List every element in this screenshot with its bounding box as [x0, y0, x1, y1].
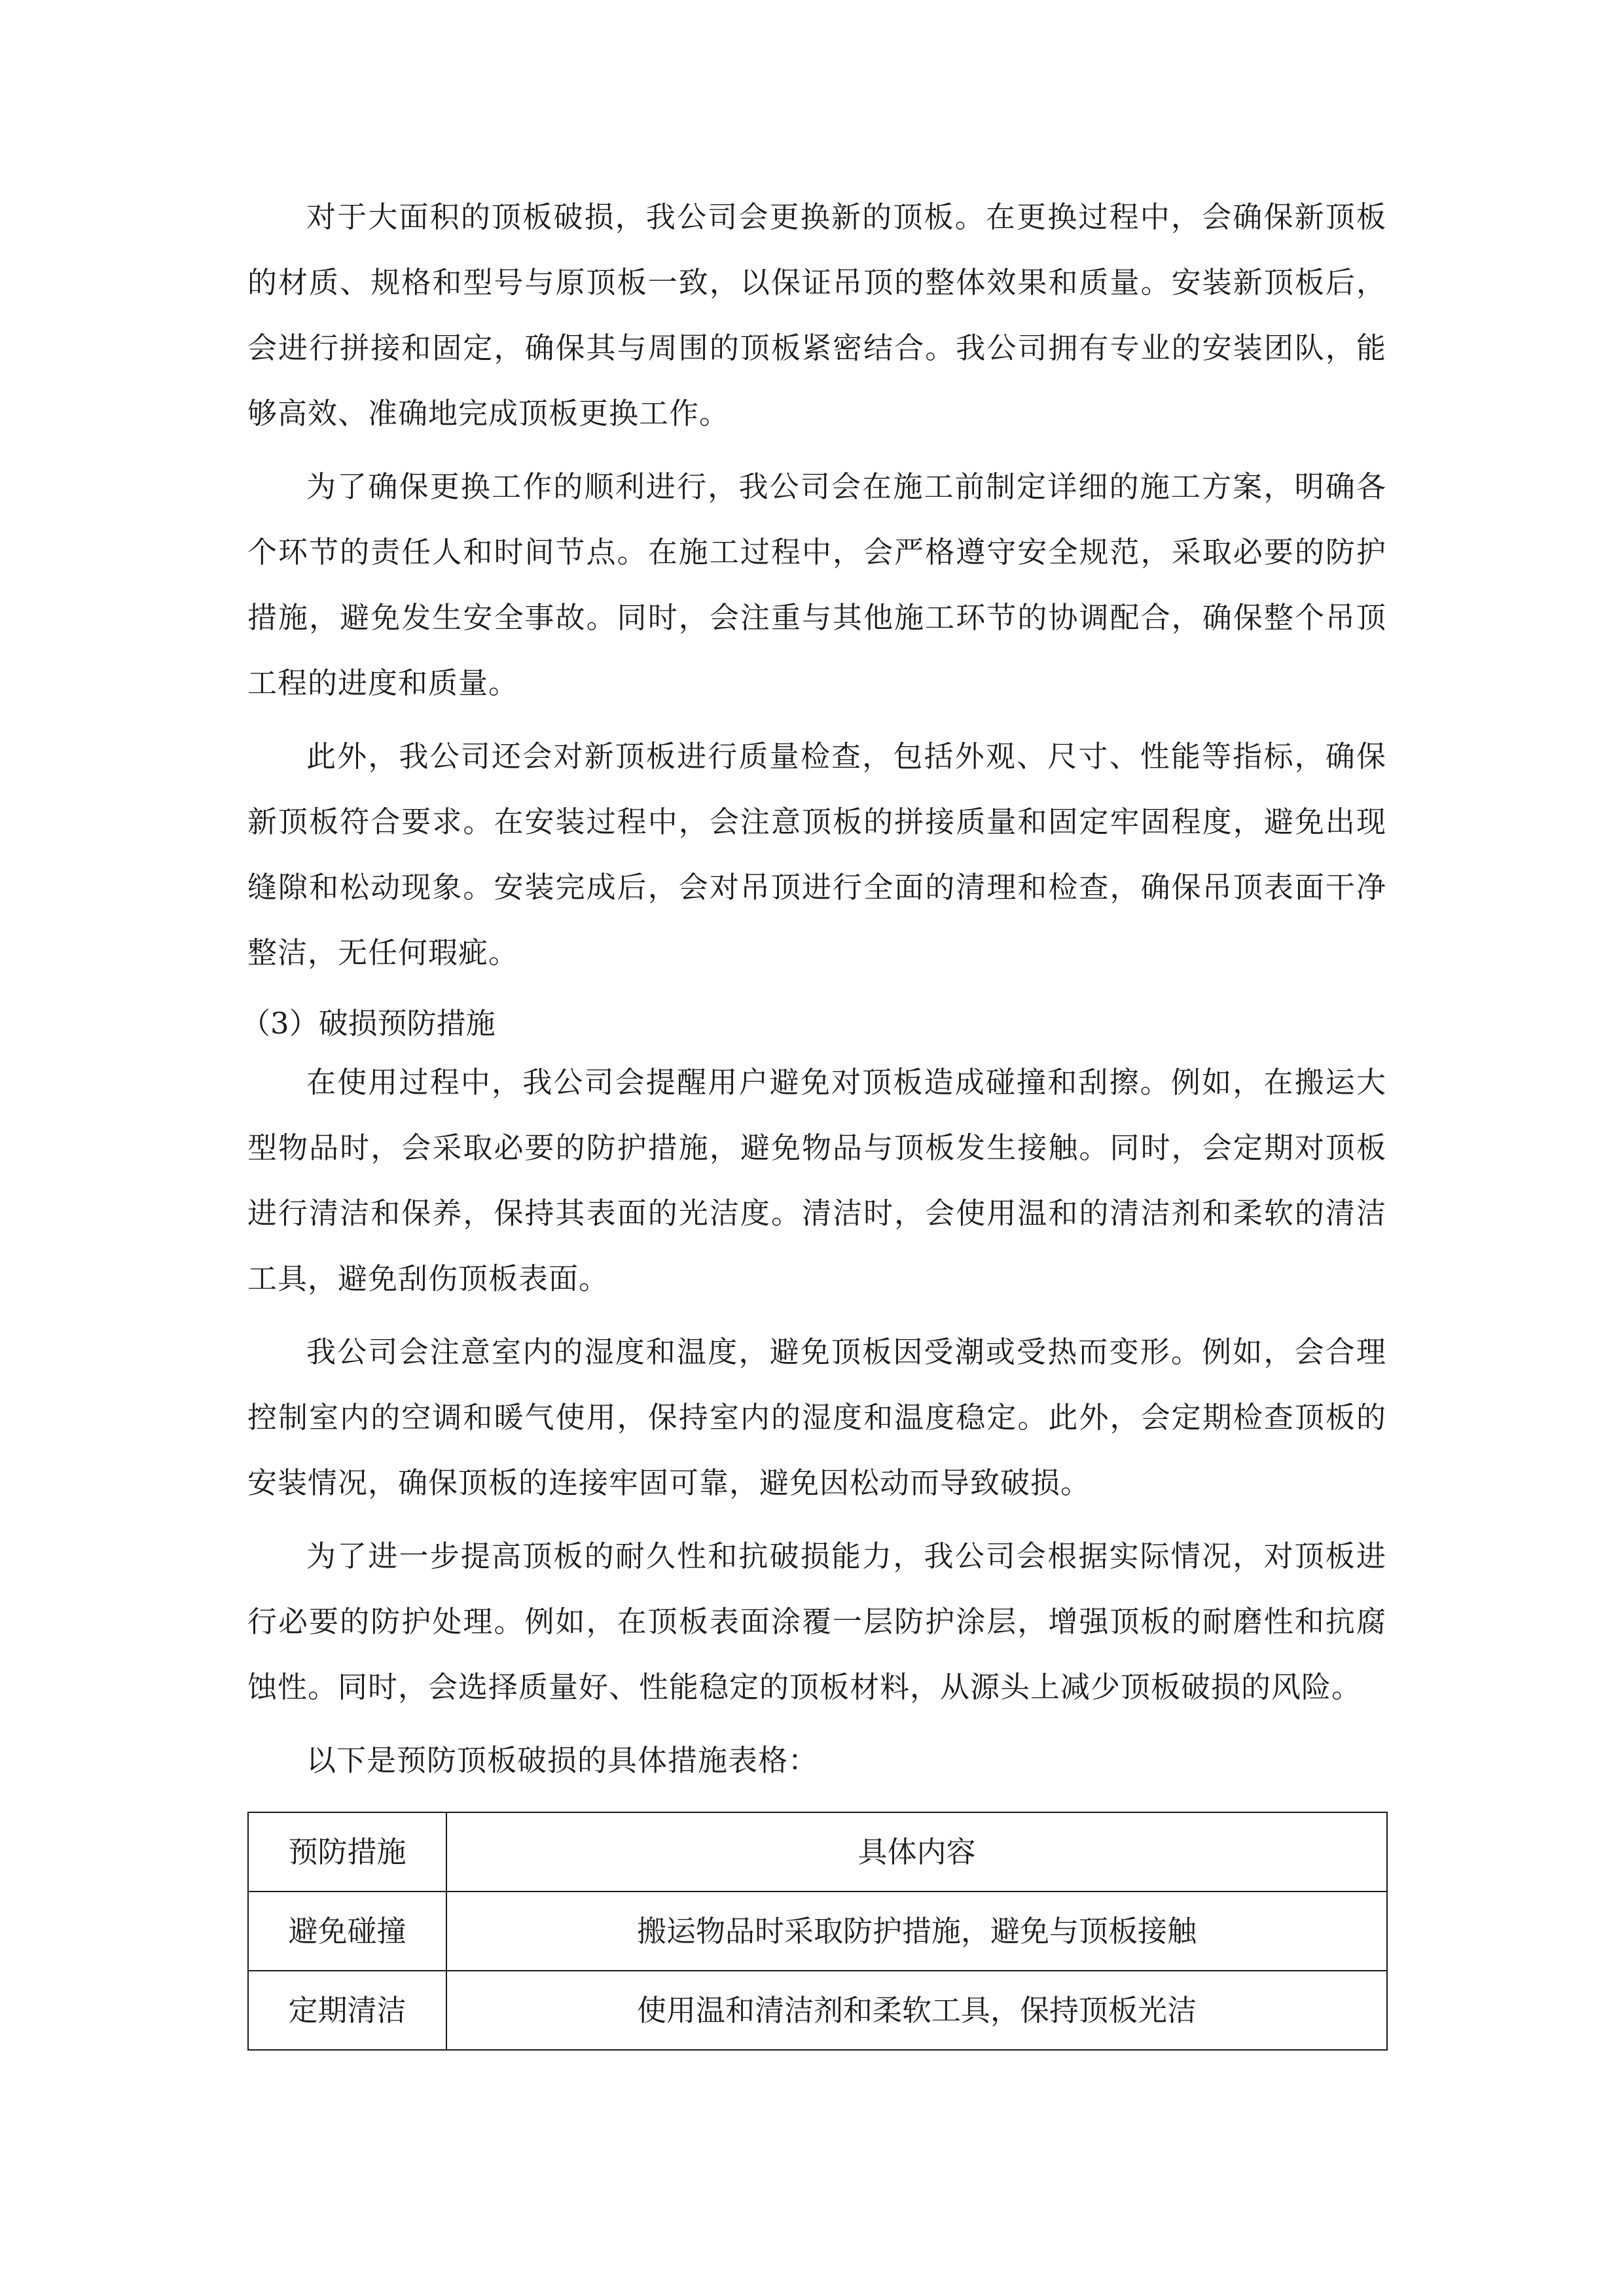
- table-cell-content: 使用温和清洁剂和柔软工具，保持顶板光洁: [446, 1971, 1387, 2050]
- paragraph-construction-plan: 为了确保更换工作的顺利进行，我公司会在施工前制定详细的施工方案，明确各个环节的责任人和时间节点。在施工过程中，会严格遵守安全规范，采取必要的防护措施，避免发生安全事故。同时，会注重与其他施工环节的协调配合，确保整个吊顶工程的进度和质量。: [247, 469, 1386, 700]
- prevention-measures-table: [247, 1812, 1388, 2051]
- table-intro: 以下是预防顶板破损的具体措施表格：: [306, 1743, 819, 1778]
- table-cell-content: 搬运物品时采取防护措施，避免与顶板接触: [446, 1892, 1387, 1971]
- paragraph-quality-check: 此外，我公司还会对新顶板进行质量检查，包括外观、尺寸、性能等指标，确保新顶板符合要求。在安装过程中，会注意顶板的拼接质量和固定牢固程度，避免出现缝隙和松动现象。安装完成后，会对吊顶进行全面的清理和检查，确保吊顶表面干净整洁，无任何瑕疵。: [247, 739, 1386, 970]
- table-cell-measure: 避免碰撞: [248, 1892, 446, 1971]
- table-row: [248, 1971, 1387, 2050]
- paragraph-replacement: 对于大面积的顶板破损，我公司会更换新的顶板。在更换过程中，会确保新顶板的材质、规格和型号与原顶板一致，以保证吊顶的整体效果和质量。安装新顶板后，会进行拼接和固定，确保其与周围的顶板紧密结合。我公司拥有专业的安装团队，能够高效、准确地完成顶板更换工作。: [247, 200, 1386, 431]
- paragraph-avoid-collision: 在使用过程中，我公司会提醒用户避免对顶板造成碰撞和刮擦。例如，在搬运大型物品时，会采取必要的防护措施，避免物品与顶板发生接触。同时，会定期对顶板进行清洁和保养，保持其表面的光洁度。清洁时，会使用温和的清洁剂和柔软的清洁工具，避免刮伤顶板表面。: [247, 1065, 1386, 1296]
- page-content: [241, 185, 1386, 2051]
- paragraph-protective-treatment: 为了进一步提高顶板的耐久性和抗破损能力，我公司会根据实际情况，对顶板进行必要的防护处理。例如，在顶板表面涂覆一层防护涂层，增强顶板的耐磨性和抗腐蚀性。同时，会选择质量好、性能稳定的顶板材料，从源头上减少顶板破损的风险。: [247, 1539, 1386, 1704]
- table-header-measure: 预防措施: [248, 1812, 446, 1892]
- table-row: [248, 1892, 1387, 1971]
- paragraph-humidity-temperature: 我公司会注意室内的湿度和温度，避免顶板因受潮或受热而变形。例如，会合理控制室内的空调和暖气使用，保持室内的湿度和温度稳定。此外，会定期检查顶板的安装情况，确保顶板的连接牢固可靠，避免因松动而导致破损。: [247, 1335, 1386, 1500]
- section-heading: （3）破损预防措施: [241, 1006, 496, 1041]
- table-cell-measure: 定期清洁: [248, 1971, 446, 2050]
- table-header-content: 具体内容: [446, 1812, 1387, 1892]
- table-header-row: [248, 1812, 1387, 1892]
